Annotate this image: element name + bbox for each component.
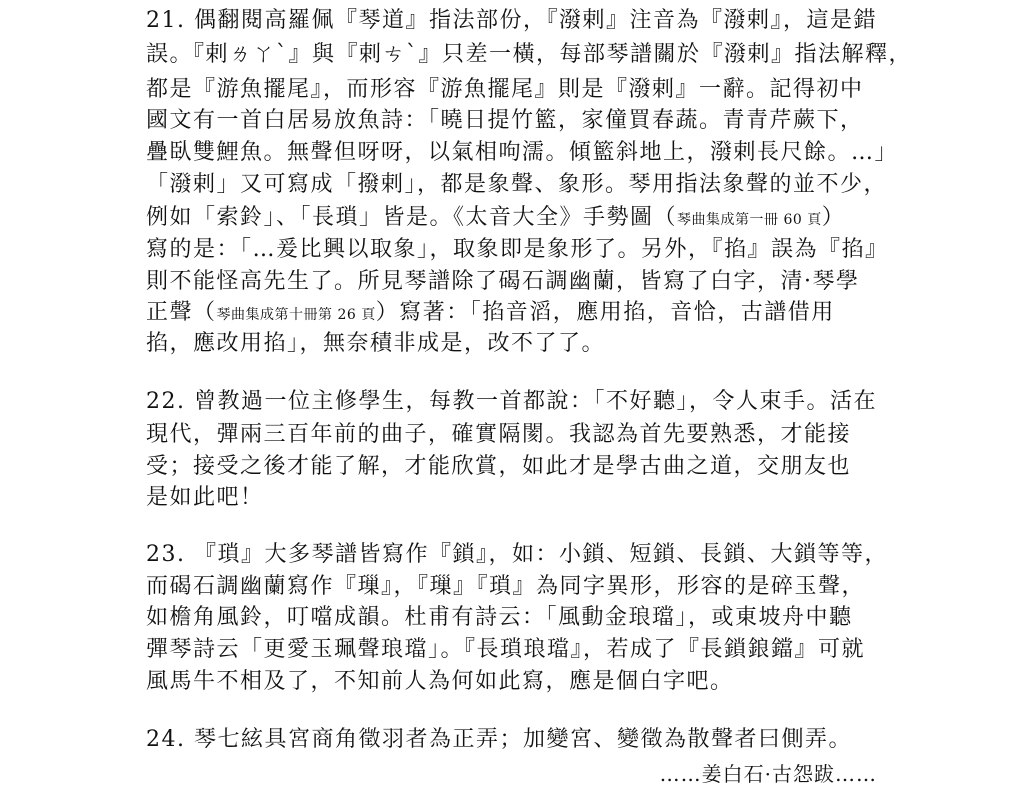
note-23-line-5: 風馬牛不相及了，不知前人為何如此寫，應是個白字吧。 <box>146 669 734 694</box>
note-21-line-7 <box>146 203 845 235</box>
note-21-line-5: 疊臥雙鯉魚。無聲但呀呀，以氣相呴濡。傾籃斜地上，潑剌長尺餘。…」 <box>146 140 899 165</box>
note-23-line-3: 如檐角風鈴，叮噹成韻。杜甫有詩云：「風動金琅璫」，或東坡舟中聽 <box>146 605 853 630</box>
note-21-citation-1: 琴曲集成第一冊 60 頁 <box>677 212 822 228</box>
note-23-line-1: 23. 『瑣』大多琴譜皆寫作『鎖』，如：小鎖、短鎖、長鎖、大鎖等等， <box>146 542 888 567</box>
note-21-line-9: 則不能怪高先生了。所見琴譜除了碣石調幽蘭，皆寫了白字，清·琴學 <box>146 269 860 294</box>
note-21-line-4: 國文有一首白居易放魚詩：「曉日提竹籃，家僮買春蔬。青青芹蕨下， <box>146 108 864 133</box>
note-21-line-10-rest: ）寫著：「掐音滔，應用掐，音恰，古譜借用 <box>375 300 835 325</box>
note-22-line-4: 是如此吧！ <box>146 485 264 510</box>
note-21-line-7-close: ） <box>821 205 846 230</box>
note-21-line-6: 「潑剌」又可寫成「撥剌」，都是象聲、象形。琴用指法象聲的並不少， <box>146 172 888 197</box>
note-21-line-7-text: 例如「索鈴」、「長瑣」皆是。《太音大全》手勢圖（ <box>146 205 678 230</box>
note-24-attribution: ……姜白石·古怨跋…… <box>659 762 877 786</box>
note-23-line-2: 而碣石調幽蘭寫作『璅』，『璅』『瑣』為同字異形，形容的是碎玉聲， <box>146 574 866 599</box>
note-22-line-3: 受；接受之後才能了解，才能欣賞，如此才是學古曲之道，交朋友也 <box>146 454 852 479</box>
note-21-line-11: 掐，應改用掐」，無奈積非成是，改不了了。 <box>146 331 606 356</box>
note-22-line-2: 現代，彈兩三百年前的曲子，確實隔閡。我認為首先要熟悉，才能接 <box>146 422 852 447</box>
note-21-citation-2: 琴曲集成第十冊第 26 頁 <box>216 307 376 323</box>
note-21-line-8: 寫的是：「…爰比興以取象」，取象即是象形了。另外，『掐』誤為『掐』 <box>146 237 889 262</box>
note-21-line-3: 都是『游魚擺尾』，而形容『游魚擺尾』則是『潑剌』一辭。記得初中 <box>146 77 864 102</box>
note-23-line-4: 彈琴詩云「更愛玉珮聲琅璫」。『長瑣琅璫』，若成了『長鎖鋃鐺』可就 <box>146 637 866 662</box>
note-21-line-1: 21. 偶翻閱高羅佩『琴道』指法部份，『潑剌』注音為『潑剌』，這是錯 <box>146 8 877 33</box>
note-21-line-2: 誤。『剌ㄌㄚˋ』與『剌ㄘˋ』只差一橫，每部琴譜關於『潑剌』指法解釋， <box>146 42 913 67</box>
note-21-line-10-text: 正聲（ <box>146 300 217 325</box>
note-21-line-10 <box>146 298 835 330</box>
note-24-line-1: 24. 琴七絃具宮商角徵羽者為正弄；加變宮、變徵為散聲者曰側弄。 <box>146 727 852 752</box>
note-22-line-1: 22. 曾教過一位主修學生，每教一首都說：「不好聽」，令人束手。活在 <box>146 389 877 414</box>
